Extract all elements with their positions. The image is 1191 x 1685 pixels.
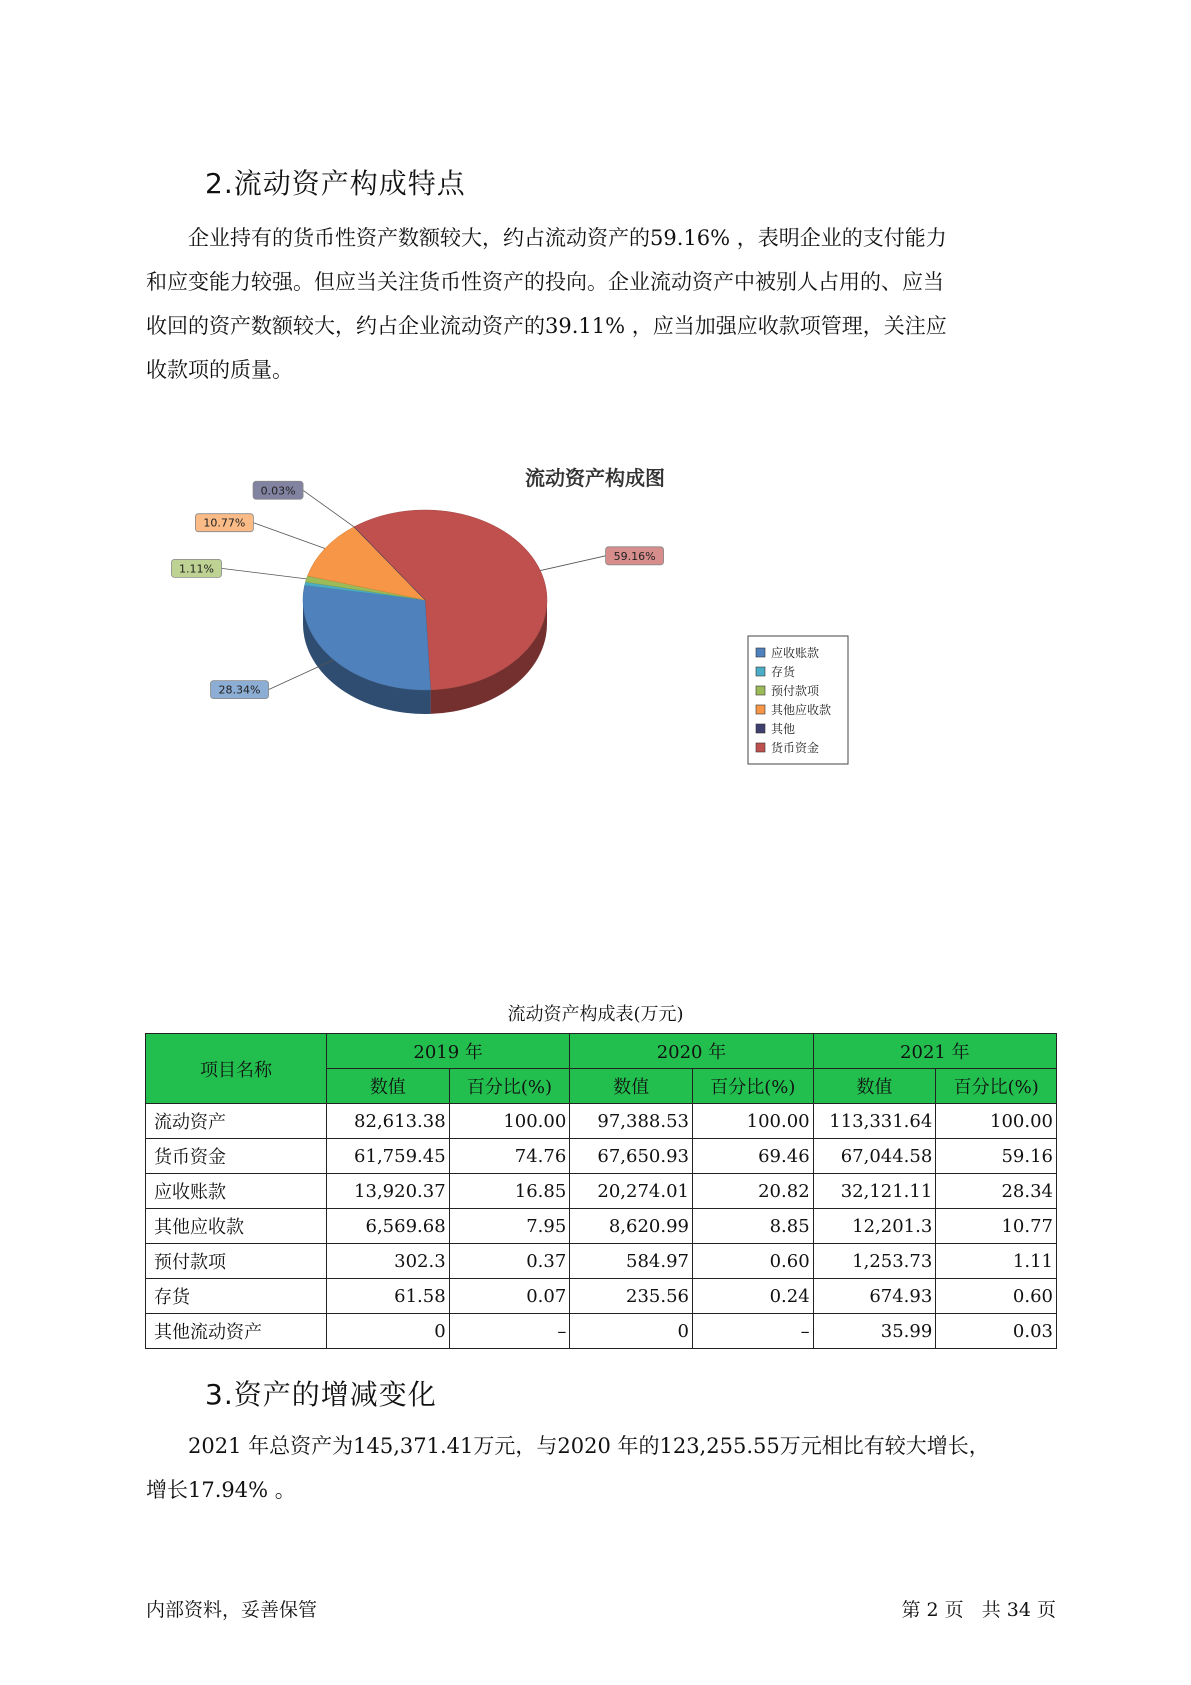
value-header: 数值	[326, 1069, 449, 1104]
value-cell: 584.97	[570, 1244, 693, 1279]
chart-title: 流动资产构成图	[525, 466, 665, 490]
row-label: 应收账款	[146, 1174, 327, 1209]
value-header: 数值	[570, 1069, 693, 1104]
value-cell: 97,388.53	[570, 1104, 693, 1139]
legend-label: 其他应收款	[771, 703, 832, 717]
label-leader-line	[540, 556, 605, 571]
value-cell: 61.58	[326, 1279, 449, 1314]
legend-label: 其他	[771, 722, 796, 736]
paragraph-line: 收回的资产数额较大，约占企业流动资产的39.11% ，应当加强应收款项管理，关注应	[146, 314, 947, 338]
legend-label: 应收账款	[771, 646, 820, 660]
table-row	[146, 1174, 1057, 1209]
percent-cell: 20.82	[692, 1174, 813, 1209]
percent-cell: 74.76	[449, 1139, 570, 1174]
data-label: 28.34%	[218, 683, 261, 697]
section-paragraph	[146, 216, 1058, 392]
value-cell: 235.56	[570, 1279, 693, 1314]
percent-header: 百分比(%)	[449, 1069, 570, 1104]
percent-cell: 59.16	[936, 1139, 1057, 1174]
table-row	[146, 1139, 1057, 1174]
value-header: 数值	[813, 1069, 936, 1104]
legend-swatch	[756, 648, 765, 657]
table-row	[146, 1104, 1057, 1139]
percent-cell: 7.95	[449, 1209, 570, 1244]
value-cell: 674.93	[813, 1279, 936, 1314]
table-row	[146, 1314, 1057, 1349]
value-cell: 12,201.3	[813, 1209, 936, 1244]
section-heading: 2.流动资产构成特点	[205, 167, 466, 200]
legend-label: 预付款项	[771, 684, 820, 698]
value-cell: 20,274.01	[570, 1174, 693, 1209]
legend-label: 存货	[771, 665, 796, 679]
paragraph-line: 增长17.94% 。	[146, 1478, 296, 1502]
value-cell: 67,650.93	[570, 1139, 693, 1174]
paragraph-line: 企业持有的货币性资产数额较大，约占流动资产的59.16% ，表明企业的支付能力	[188, 226, 947, 250]
row-label: 流动资产	[146, 1104, 327, 1139]
percent-cell: 0.60	[692, 1244, 813, 1279]
paragraph-line: 2021 年总资产为145,371.41万元，与2020 年的123,255.55万元相比有较大增长，	[188, 1434, 990, 1458]
value-cell: 113,331.64	[813, 1104, 936, 1139]
label-leader-line	[269, 660, 334, 690]
value-cell: 13,920.37	[326, 1174, 449, 1209]
data-label: 59.16%	[613, 549, 656, 563]
legend-swatch	[756, 667, 765, 676]
pie-slice	[303, 585, 431, 690]
percent-cell: 0.37	[449, 1244, 570, 1279]
label-leader-line	[253, 523, 325, 549]
value-cell: 0	[570, 1314, 693, 1349]
percent-cell: 0.03	[936, 1314, 1057, 1349]
legend-swatch	[756, 724, 765, 733]
legend-label: 货币资金	[771, 741, 820, 755]
value-cell: 35.99	[813, 1314, 936, 1349]
value-cell: 61,759.45	[326, 1139, 449, 1174]
percent-cell: 100.00	[692, 1104, 813, 1139]
table-row	[146, 1279, 1057, 1314]
row-label: 其他流动资产	[146, 1314, 327, 1349]
current-assets-table	[145, 1033, 1057, 1349]
percent-header: 百分比(%)	[936, 1069, 1057, 1104]
percent-cell: 16.85	[449, 1174, 570, 1209]
percent-cell: 69.46	[692, 1139, 813, 1174]
value-cell: 67,044.58	[813, 1139, 936, 1174]
percent-cell: –	[449, 1314, 570, 1349]
section-paragraph	[146, 1424, 1058, 1512]
pie-chart	[0, 450, 1191, 810]
year-header: 2021 年	[813, 1034, 1056, 1069]
value-cell: 32,121.11	[813, 1174, 936, 1209]
table-row	[146, 1209, 1057, 1244]
value-cell: 8,620.99	[570, 1209, 693, 1244]
table-header-row	[146, 1034, 1057, 1069]
legend-swatch	[756, 743, 765, 752]
chart-legend	[748, 636, 848, 764]
data-label: 1.11%	[179, 562, 215, 576]
footer-note: 内部资料，妥善保管	[146, 1599, 318, 1621]
value-cell: 82,613.38	[326, 1104, 449, 1139]
percent-cell: –	[692, 1314, 813, 1349]
value-cell: 0	[326, 1314, 449, 1349]
label-leader-line	[303, 490, 354, 527]
table-caption: 流动资产构成表(万元)	[507, 1004, 684, 1025]
percent-cell: 10.77	[936, 1209, 1057, 1244]
year-header: 2020 年	[570, 1034, 813, 1069]
row-label: 预付款项	[146, 1244, 327, 1279]
year-header: 2019 年	[326, 1034, 569, 1069]
percent-header: 百分比(%)	[692, 1069, 813, 1104]
page-number: 第 2 页 共 34 页	[901, 1599, 1056, 1621]
paragraph-line: 收款项的质量。	[146, 358, 293, 382]
legend-swatch	[756, 686, 765, 695]
value-cell: 6,569.68	[326, 1209, 449, 1244]
label-leader-line	[222, 568, 307, 579]
row-label: 货币资金	[146, 1139, 327, 1174]
percent-cell: 8.85	[692, 1209, 813, 1244]
paragraph-line: 和应变能力较强。但应当关注货币性资产的投向。企业流动资产中被别人占用的、应当	[146, 270, 944, 294]
table-row	[146, 1244, 1057, 1279]
percent-cell: 0.60	[936, 1279, 1057, 1314]
section-heading: 3.资产的增减变化	[205, 1378, 437, 1411]
data-label: 10.77%	[203, 516, 246, 530]
legend-swatch	[756, 705, 765, 714]
percent-cell: 100.00	[936, 1104, 1057, 1139]
percent-cell: 28.34	[936, 1174, 1057, 1209]
value-cell: 302.3	[326, 1244, 449, 1279]
value-cell: 1,253.73	[813, 1244, 936, 1279]
pie-chart-area	[0, 450, 1191, 810]
percent-cell: 0.24	[692, 1279, 813, 1314]
row-label: 其他应收款	[146, 1209, 327, 1244]
percent-cell: 100.00	[449, 1104, 570, 1139]
row-label: 存货	[146, 1279, 327, 1314]
percent-cell: 0.07	[449, 1279, 570, 1314]
corner-header: 项目名称	[146, 1034, 327, 1104]
percent-cell: 1.11	[936, 1244, 1057, 1279]
data-label: 0.03%	[260, 484, 296, 498]
